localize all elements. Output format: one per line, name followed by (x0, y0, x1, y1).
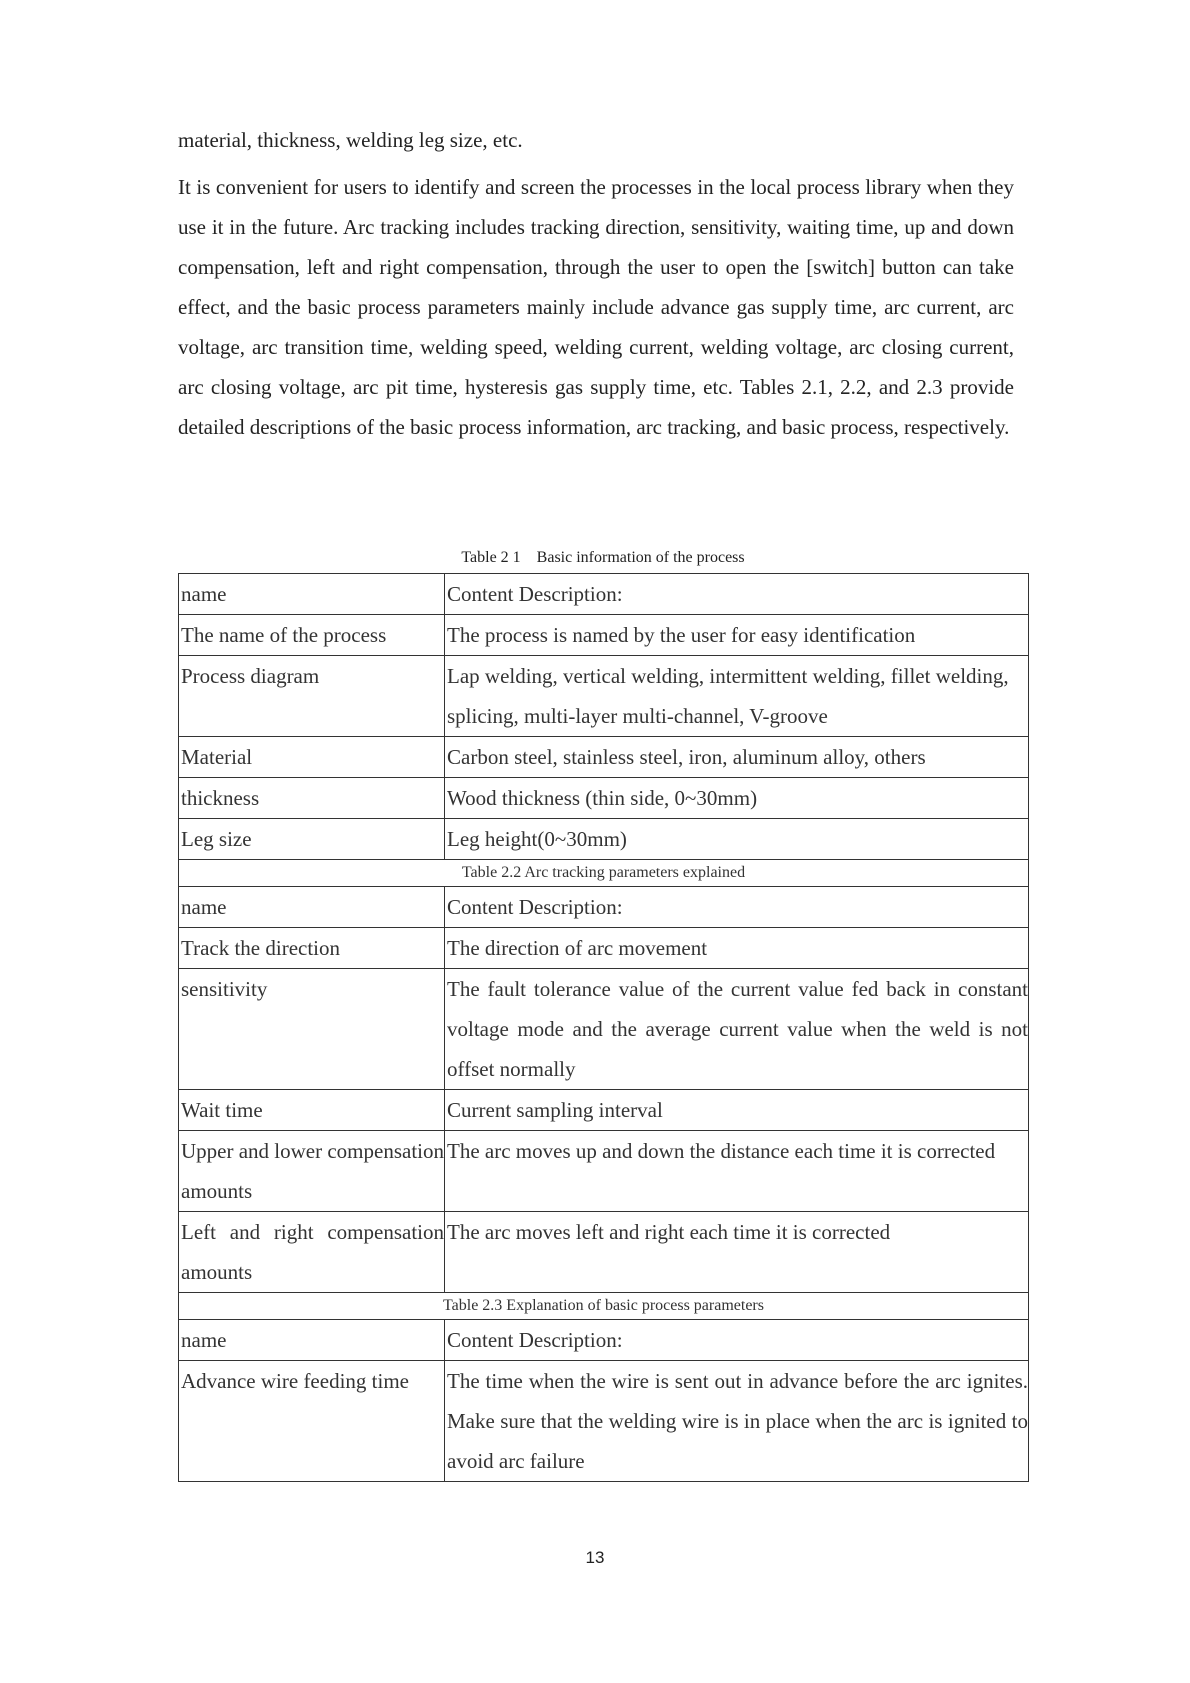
table-cell-name: Upper and lower compensation amounts (179, 1131, 445, 1212)
table-cell-description: The direction of arc movement (445, 928, 1029, 969)
table-cell-name: thickness (179, 778, 445, 819)
table-row (179, 778, 1029, 819)
table-cell-description: The time when the wire is sent out in advance before the arc ignites. Make sure that the welding wire is in place when the arc is ignited to avoid arc failure (445, 1361, 1029, 1482)
table-row (179, 969, 1029, 1090)
table-cell-name: Wait time (179, 1090, 445, 1131)
table-2-1-caption: Table 2 1 Basic information of the process (461, 549, 745, 566)
table-row (179, 1361, 1029, 1482)
body-paragraph-2: It is convenient for users to identify and screen the processes in the local process library when they use it in the future. Arc tracking includes tracking direction, sensitivity, waiting time, up and down compensation, left and right compensation, through the user to open the [switch] button can take effect, and the basic process parameters mainly include advance gas supply time, arc current, arc voltage, arc transition time, welding speed, welding current, welding voltage, arc closing current, arc closing voltage, arc pit time, hysteresis gas supply time, etc. Tables 2.1, 2.2, and 2.3 provide detailed descriptions of the basic process information, arc tracking, and basic process, respectively. (178, 175, 1014, 439)
table-row (179, 928, 1029, 969)
table-cell-description: The arc moves left and right each time it is corrected (445, 1212, 1029, 1293)
table-cell-description: Carbon steel, stainless steel, iron, aluminum alloy, others (445, 737, 1029, 778)
table-header-cell: name (179, 1320, 445, 1361)
table-header-cell: name (179, 574, 445, 615)
table-row (179, 574, 1029, 615)
table-cell-name: Material (179, 737, 445, 778)
table-row (179, 1212, 1029, 1293)
body-paragraph-1: material, thickness, welding leg size, etc. (178, 128, 523, 152)
table-cell-name: Process diagram (179, 656, 445, 737)
table-row (179, 887, 1029, 928)
table-cell-name: Advance wire feeding time (179, 1361, 445, 1482)
page-number: 13 (585, 1548, 605, 1567)
table-cell-description: Lap welding, vertical welding, intermittent welding, fillet welding, splicing, multi-layer multi-channel, V-groove (445, 656, 1029, 737)
table-header-cell: Content Description: (445, 887, 1029, 928)
table-row (179, 1293, 1029, 1320)
table-cell-description: Leg height(0~30mm) (445, 819, 1029, 860)
table-row (179, 737, 1029, 778)
table-row (179, 1320, 1029, 1361)
table-cell-name: The name of the process (179, 615, 445, 656)
table-header-cell: Content Description: (445, 574, 1029, 615)
table-cell-description: The arc moves up and down the distance each time it is corrected (445, 1131, 1029, 1212)
table-2-3-caption: Table 2.3 Explanation of basic process parameters (179, 1293, 1029, 1320)
process-parameter-tables (178, 573, 1029, 1482)
table-cell-description: Current sampling interval (445, 1090, 1029, 1131)
table-cell-name: Left and right compensation amounts (179, 1212, 445, 1293)
table-cell-description: Wood thickness (thin side, 0~30mm) (445, 778, 1029, 819)
table-row (179, 860, 1029, 887)
table-header-cell: name (179, 887, 445, 928)
table-header-cell: Content Description: (445, 1320, 1029, 1361)
table-cell-description: The fault tolerance value of the current value fed back in constant voltage mode and the average current value when the weld is not offset normally (445, 969, 1029, 1090)
table-row (179, 819, 1029, 860)
table-row (179, 615, 1029, 656)
table-2-2-caption: Table 2.2 Arc tracking parameters explained (179, 860, 1029, 887)
table-cell-description: The process is named by the user for easy identification (445, 615, 1029, 656)
table-row (179, 1131, 1029, 1212)
table-row (179, 1090, 1029, 1131)
table-cell-name: Leg size (179, 819, 445, 860)
table-row (179, 656, 1029, 737)
table-cell-name: Track the direction (179, 928, 445, 969)
table-cell-name: sensitivity (179, 969, 445, 1090)
